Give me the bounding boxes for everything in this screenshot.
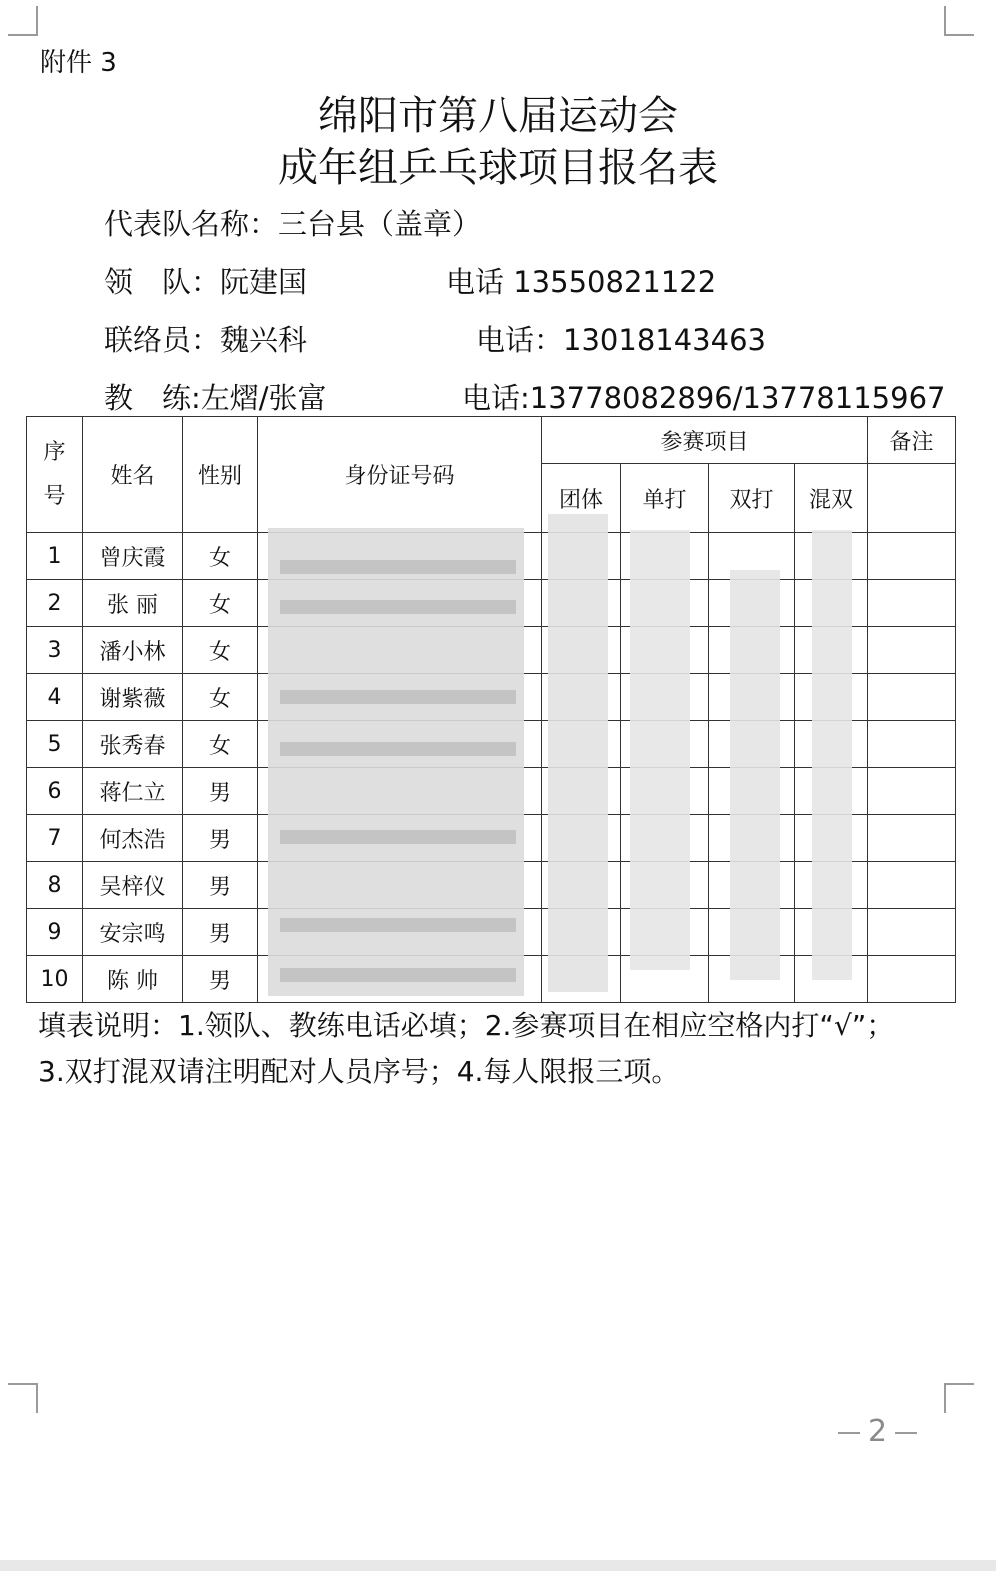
row-no: 5: [27, 721, 83, 768]
row-name: 曾庆霞: [83, 533, 183, 580]
contact-label: 联络员：: [104, 323, 221, 357]
row-gender: 女: [183, 674, 258, 721]
crop-mark-top-left: [8, 6, 38, 36]
coach-phone-label: 电话:: [462, 381, 530, 415]
leader-phone: 13550821122: [513, 265, 717, 299]
row-remarks: [868, 721, 956, 768]
row-gender: 男: [183, 909, 258, 956]
coach-label: 教 练:: [104, 381, 201, 415]
row-remarks: [868, 909, 956, 956]
redaction-stripe: [280, 742, 516, 756]
leader-name: 阮建国: [220, 265, 308, 299]
header-remarks: 备注: [868, 417, 956, 464]
coach-phone: 13778082896/13778115967: [529, 381, 946, 415]
row-remarks: [868, 580, 956, 627]
header-seq: 序 号: [27, 417, 83, 533]
row-gender: 男: [183, 956, 258, 1003]
header-id-number: 身份证号码: [258, 417, 542, 533]
header-mixed: 混双: [795, 464, 868, 533]
redaction-stripe: [280, 600, 516, 614]
leader-label: 领 队：: [104, 265, 221, 299]
row-remarks: [868, 674, 956, 721]
row-no: 1: [27, 533, 83, 580]
header-singles: 单打: [621, 464, 709, 533]
redacted-doubles-column: [730, 570, 780, 980]
row-no: 8: [27, 862, 83, 909]
row-remarks: [868, 768, 956, 815]
note-line-1: 填表说明：1.领队、教练电话必填；2.参赛项目在相应空格内打“√”；: [38, 1009, 895, 1042]
row-name: 蒋仁立: [83, 768, 183, 815]
row-remarks: [868, 533, 956, 580]
title-line-2: 成年组乒乓球项目报名表: [278, 145, 718, 191]
leader-info: [104, 260, 307, 301]
row-no: 4: [27, 674, 83, 721]
row-remarks: [868, 815, 956, 862]
coach-phone-info: [462, 376, 945, 417]
row-name: 吴梓仪: [83, 862, 183, 909]
crop-mark-top-right: [944, 6, 974, 36]
redacted-team-column: [548, 514, 608, 992]
row-gender: 女: [183, 533, 258, 580]
header-remarks-blank: [868, 464, 956, 533]
row-gender: 女: [183, 721, 258, 768]
row-no: 7: [27, 815, 83, 862]
redaction-stripe: [280, 968, 516, 982]
redaction-stripe: [280, 560, 516, 574]
leader-phone-label: 电话: [446, 265, 505, 299]
header-team: 团体: [542, 464, 621, 533]
row-name: 安宗鸣: [83, 909, 183, 956]
title-line-1: 绵阳市第八届运动会: [318, 93, 678, 139]
row-name: 陈 帅: [83, 956, 183, 1003]
note-line-2: 3.双打混双请注明配对人员序号；4.每人限报三项。: [38, 1055, 680, 1088]
coach-name: 左熠/张富: [200, 381, 327, 415]
crop-mark-bottom-right: [944, 1383, 974, 1413]
row-name: 张 丽: [83, 580, 183, 627]
redaction-stripe: [280, 690, 516, 704]
coach-info: [104, 376, 327, 417]
row-no: 10: [27, 956, 83, 1003]
contact-phone-info: [476, 318, 766, 359]
row-gender: 男: [183, 862, 258, 909]
dash-left: [838, 1432, 860, 1434]
row-remarks: [868, 862, 956, 909]
redaction-stripe: [280, 918, 516, 932]
row-no: 3: [27, 627, 83, 674]
row-name: 张秀春: [83, 721, 183, 768]
redaction-stripe: [280, 830, 516, 844]
row-name: 何杰浩: [83, 815, 183, 862]
header-name: 姓名: [83, 417, 183, 533]
row-no: 2: [27, 580, 83, 627]
dash-right: [895, 1432, 917, 1434]
contact-phone: 13018143463: [563, 323, 766, 357]
row-name: 谢紫薇: [83, 674, 183, 721]
page-number: [830, 1414, 925, 1449]
row-gender: 男: [183, 768, 258, 815]
redacted-singles-column: [630, 530, 690, 970]
row-no: 6: [27, 768, 83, 815]
row-gender: 男: [183, 815, 258, 862]
attachment-label: 附件 3: [40, 48, 117, 78]
team-name: 代表队名称：三台县（盖章）: [104, 207, 482, 241]
header-doubles: 双打: [709, 464, 795, 533]
row-remarks: [868, 956, 956, 1003]
row-gender: 女: [183, 627, 258, 674]
leader-phone-info: [446, 260, 716, 301]
row-gender: 女: [183, 580, 258, 627]
header-events: 参赛项目: [542, 417, 868, 464]
contact-phone-label: 电话：: [476, 323, 564, 357]
contact-name: 魏兴科: [220, 323, 308, 357]
row-no: 9: [27, 909, 83, 956]
contact-info: [104, 318, 307, 359]
row-remarks: [868, 627, 956, 674]
page-number-value: 2: [868, 1414, 888, 1449]
page-bottom-edge: [0, 1560, 996, 1571]
header-gender: 性别: [183, 417, 258, 533]
row-name: 潘小林: [83, 627, 183, 674]
redacted-mixed-column: [812, 530, 852, 980]
crop-mark-bottom-left: [8, 1383, 38, 1413]
